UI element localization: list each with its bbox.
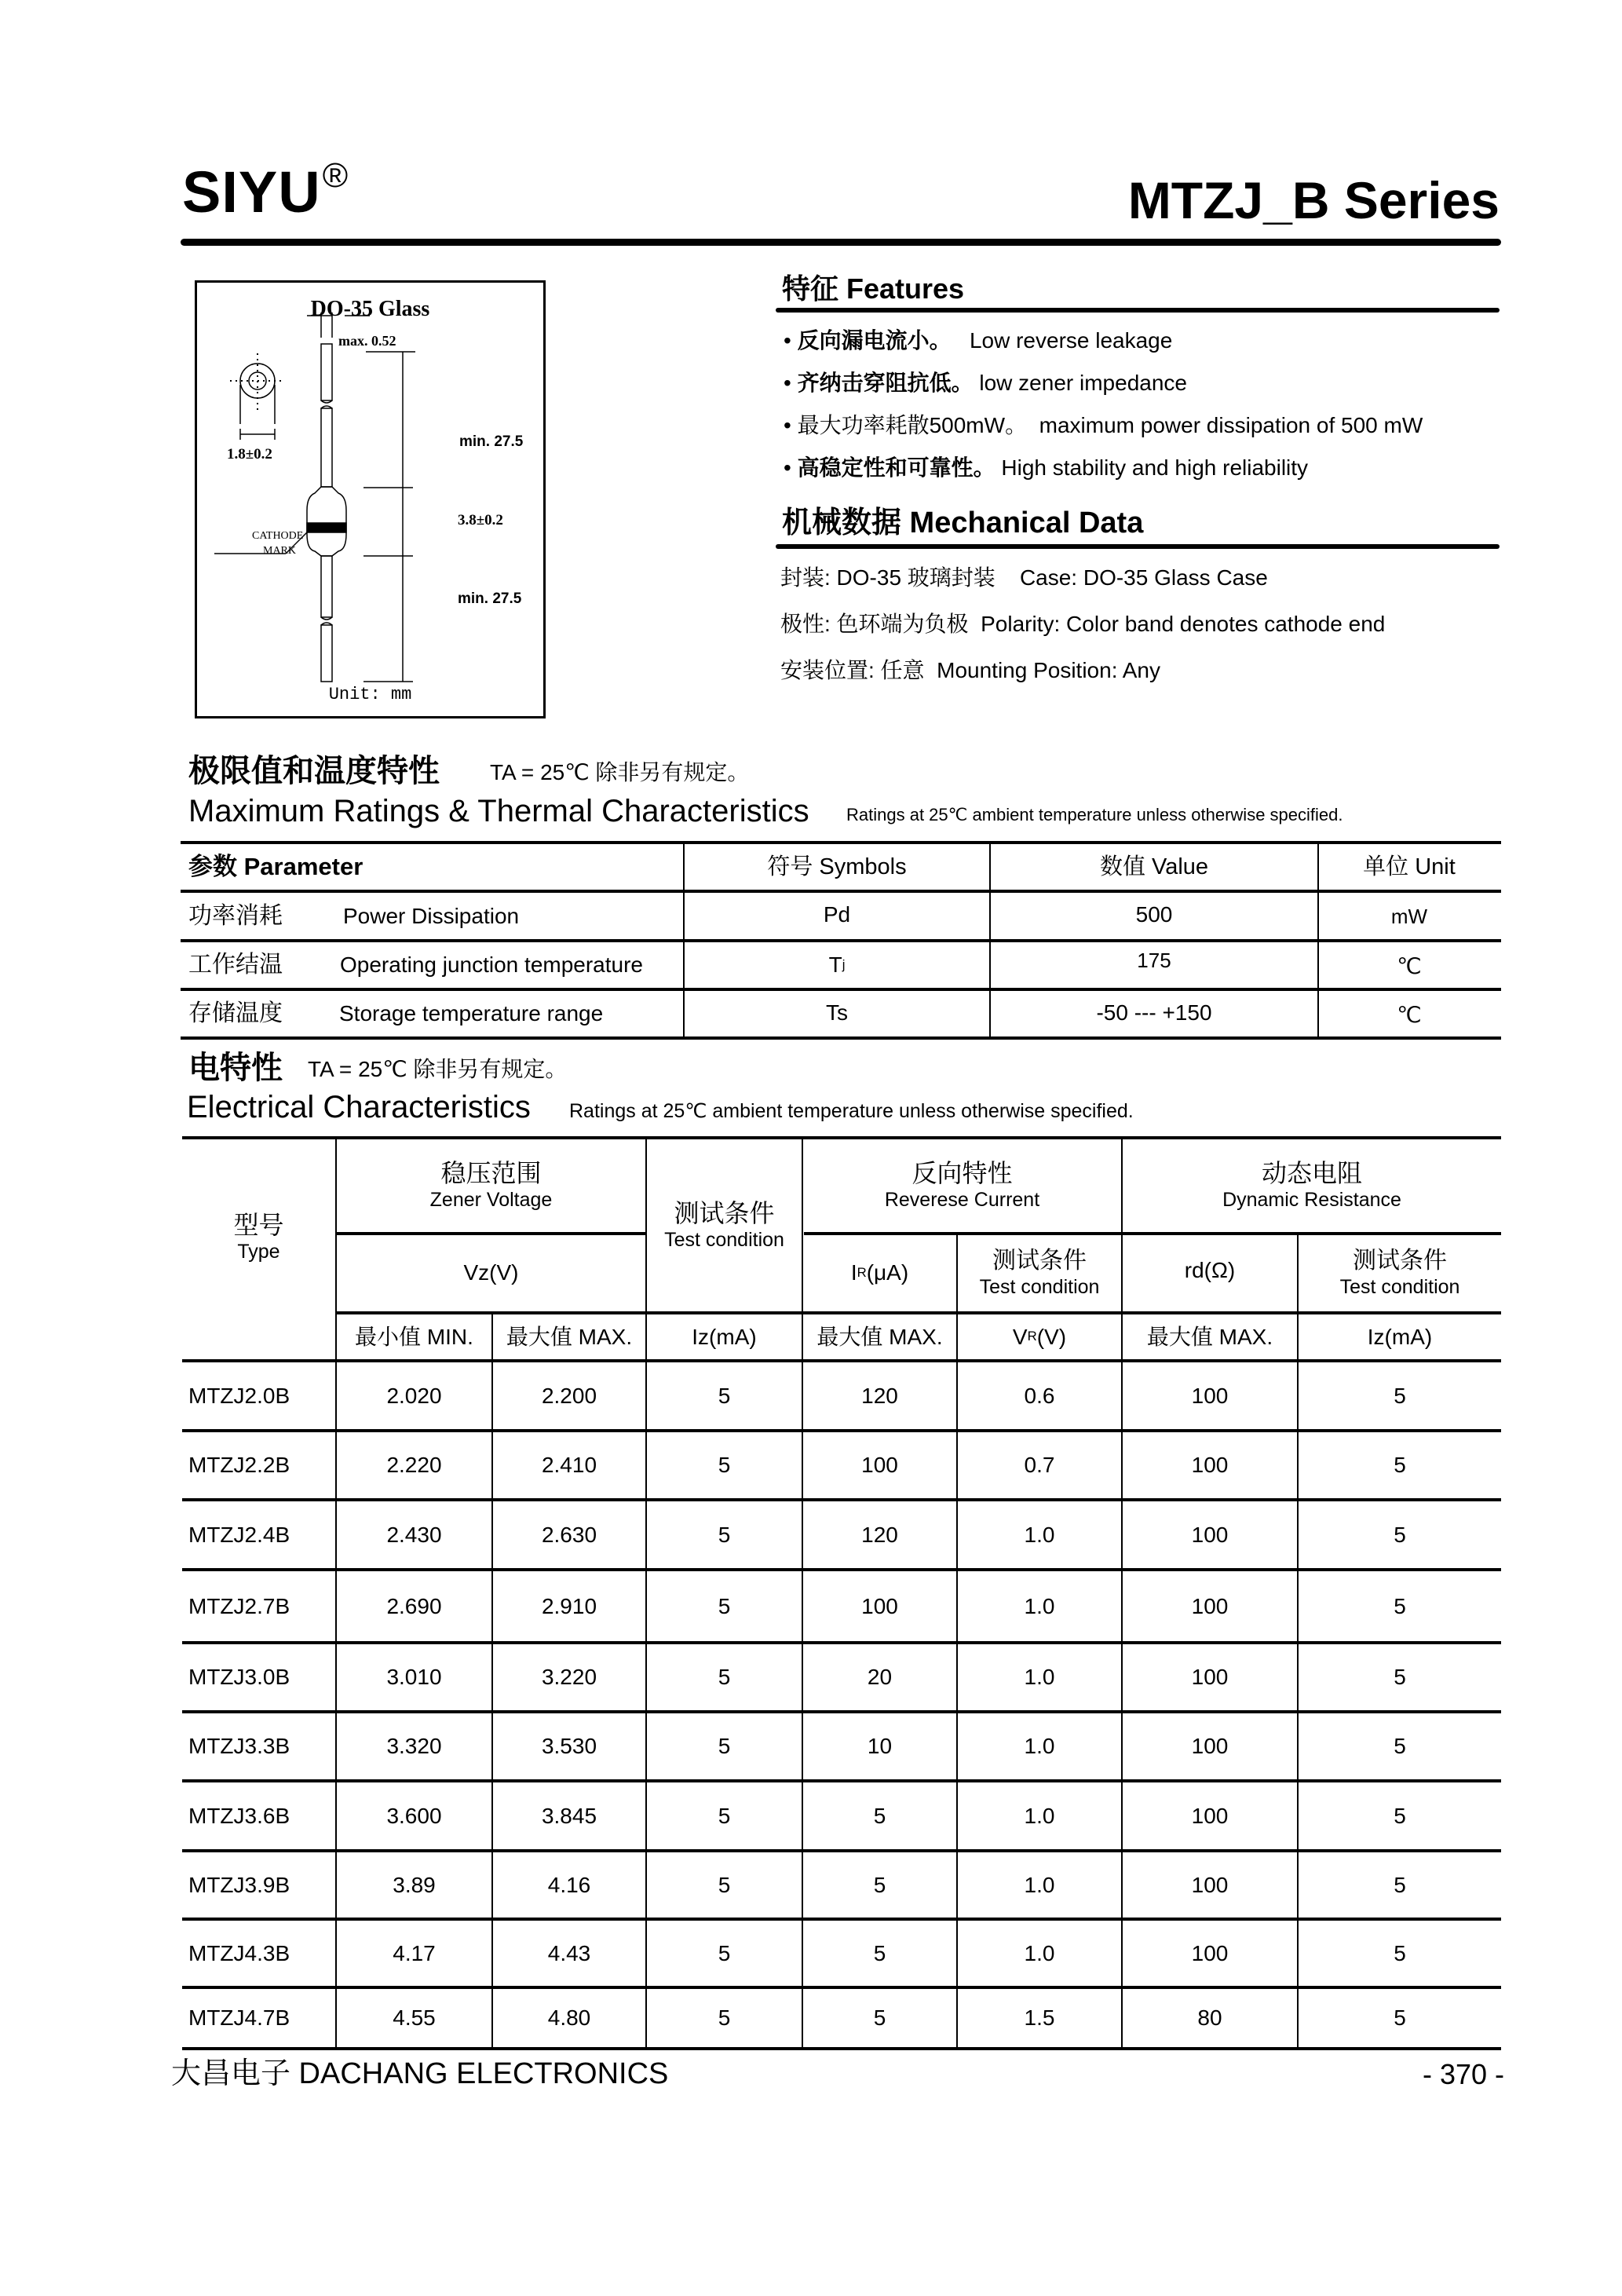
col-header-parameter: 参数 Parameter bbox=[188, 853, 363, 881]
cell-ir-max: 5 bbox=[873, 1872, 886, 1897]
col-header-rd-test-condition: 测试条件 Test condition bbox=[1339, 1248, 1460, 1298]
cell-iz-test: 5 bbox=[718, 1872, 731, 1897]
package-drawing bbox=[195, 280, 546, 718]
col-header-symbols: 符号 Symbols bbox=[767, 854, 907, 879]
cell-ir-max: 5 bbox=[873, 1803, 886, 1828]
cell-iz-test: 5 bbox=[718, 1593, 731, 1618]
cell-vz-min: 4.17 bbox=[393, 1940, 436, 1965]
mechanical-item: 安装位置: 任意 Mounting Position: Any bbox=[780, 658, 1160, 682]
param-cn: 存储温度 bbox=[188, 1000, 283, 1026]
features-title: 特征 Features bbox=[782, 272, 965, 305]
col-header-dynamic-resistance: 动态电阻 Dynamic Resistance bbox=[1222, 1158, 1401, 1212]
cell-vz-min: 3.89 bbox=[393, 1872, 436, 1897]
param-unit: ℃ bbox=[1397, 954, 1422, 979]
cell-ir-max: 5 bbox=[873, 2005, 886, 2031]
mechanical-rule bbox=[776, 544, 1500, 549]
col-header-rd-max: 最大值 MAX. bbox=[1146, 1324, 1273, 1349]
col-header-unit: 单位 Unit bbox=[1363, 854, 1456, 879]
cell-vz-min: 2.220 bbox=[386, 1453, 442, 1478]
col-header-ir: I R (μA) bbox=[850, 1260, 909, 1285]
cell-vr: 1.0 bbox=[1024, 1665, 1055, 1690]
cell-vr: 1.5 bbox=[1024, 2005, 1055, 2031]
cell-rd-max: 100 bbox=[1191, 1383, 1229, 1408]
col-header-vz-max: 最大值 MAX. bbox=[506, 1324, 633, 1349]
param-unit: ℃ bbox=[1397, 1003, 1422, 1028]
col-header-iz: Iz(mA) bbox=[692, 1324, 757, 1349]
cell-rd-max: 100 bbox=[1191, 1734, 1229, 1759]
col-header-test-condition: 测试条件 Test condition bbox=[664, 1198, 784, 1252]
cell-rd-max: 100 bbox=[1191, 1453, 1229, 1478]
max-ratings-condition-en: Ratings at 25℃ ambient temperature unless otherwise specified. bbox=[846, 805, 1343, 824]
cell-vr: 1.0 bbox=[1024, 1593, 1055, 1618]
brand-name: SIYU bbox=[182, 159, 321, 225]
param-value: 175 bbox=[1137, 949, 1171, 973]
cell-vz-min: 2.430 bbox=[386, 1522, 442, 1547]
cell-type: MTZJ2.4B bbox=[188, 1522, 290, 1547]
cell-type: MTZJ3.0B bbox=[188, 1665, 290, 1690]
cell-ir-max: 120 bbox=[861, 1383, 898, 1408]
lead-length-top-label: min. 27.5 bbox=[459, 433, 524, 450]
cell-iz-rd: 5 bbox=[1394, 2005, 1406, 2031]
cell-vr: 0.6 bbox=[1024, 1383, 1055, 1408]
page-number: - 370 - bbox=[1422, 2058, 1504, 2090]
cell-vz-max: 3.530 bbox=[541, 1734, 597, 1759]
cell-type: MTZJ2.0B bbox=[188, 1383, 290, 1408]
cell-rd-max: 100 bbox=[1191, 1872, 1229, 1897]
cell-vr: 1.0 bbox=[1024, 1522, 1055, 1547]
cell-iz-test: 5 bbox=[718, 1383, 731, 1408]
table-rule bbox=[181, 1036, 1501, 1040]
table-rule bbox=[182, 2047, 1501, 2050]
cell-vz-min: 4.55 bbox=[393, 2005, 436, 2031]
cell-vz-max: 2.200 bbox=[541, 1383, 597, 1408]
param-cn: 功率消耗 bbox=[188, 902, 283, 929]
cell-type: MTZJ4.7B bbox=[188, 2005, 290, 2031]
cell-rd-max: 100 bbox=[1191, 1522, 1229, 1547]
feature-item: • 齐纳击穿阻抗低。 low zener impedance bbox=[784, 371, 1187, 395]
lead-length-bottom-label: min. 27.5 bbox=[458, 590, 522, 607]
header-rule bbox=[181, 239, 1501, 246]
cell-iz-test: 5 bbox=[718, 1734, 731, 1759]
param-symbol: Ts bbox=[826, 1000, 848, 1026]
mark-label: MARK bbox=[263, 545, 297, 557]
col-header-zener-voltage: 稳压范围 Zener Voltage bbox=[429, 1158, 553, 1212]
cell-iz-rd: 5 bbox=[1394, 1383, 1406, 1408]
feature-item: • 反向漏电流小。 Low reverse leakage bbox=[784, 328, 1173, 353]
mechanical-title: 机械数据 Mechanical Data bbox=[782, 506, 1144, 539]
cell-vr: 1.0 bbox=[1024, 1734, 1055, 1759]
cell-vz-min: 2.020 bbox=[386, 1383, 442, 1408]
electrical-title-en: Electrical Characteristics bbox=[187, 1090, 531, 1124]
body-diameter-label: 1.8±0.2 bbox=[227, 446, 272, 462]
cell-rd-max: 100 bbox=[1191, 1940, 1229, 1965]
cell-vz-min: 3.010 bbox=[386, 1665, 442, 1690]
max-ratings-condition-cn: TA = 25℃ 除非另有规定。 bbox=[490, 760, 750, 784]
col-header-ir-test-condition: 测试条件 Test condition bbox=[979, 1248, 1100, 1298]
cell-rd-max: 100 bbox=[1191, 1665, 1229, 1690]
package-title: DO-35 Glass bbox=[310, 297, 430, 321]
body-length-label: 3.8±0.2 bbox=[458, 512, 503, 528]
param-en: Power Dissipation bbox=[343, 903, 520, 928]
cell-iz-test: 5 bbox=[718, 1665, 731, 1690]
cell-vz-max: 4.16 bbox=[547, 1872, 591, 1897]
unit-label: Unit: mm bbox=[328, 685, 412, 704]
col-header-vr: V R (V) bbox=[1012, 1324, 1067, 1349]
cell-vr: 1.0 bbox=[1024, 1803, 1055, 1828]
cell-rd-max: 100 bbox=[1191, 1593, 1229, 1618]
cell-vr: 1.0 bbox=[1024, 1940, 1055, 1965]
cell-iz-rd: 5 bbox=[1394, 1940, 1406, 1965]
cell-vz-max: 4.80 bbox=[547, 2005, 591, 2031]
cell-iz-test: 5 bbox=[718, 1522, 731, 1547]
cell-vz-min: 3.320 bbox=[386, 1734, 442, 1759]
cell-vz-max: 3.845 bbox=[541, 1803, 597, 1828]
cell-iz-rd: 5 bbox=[1394, 1872, 1406, 1897]
max-ratings-title-en: Maximum Ratings & Thermal Characteristics bbox=[188, 794, 809, 828]
series-title: MTZJ_B Series bbox=[1127, 171, 1500, 229]
electrical-condition-cn: TA = 25℃ 除非另有规定。 bbox=[308, 1057, 568, 1081]
feature-item: • 最大功率耗散500mW。 maximum power dissipation of 500 mW bbox=[784, 413, 1423, 437]
cell-type: MTZJ4.3B bbox=[188, 1940, 290, 1965]
col-header-ir-max: 最大值 MAX. bbox=[816, 1324, 943, 1349]
cell-vz-min: 2.690 bbox=[386, 1593, 442, 1618]
param-symbol: Pd bbox=[823, 902, 851, 927]
param-unit: mW bbox=[1390, 905, 1428, 929]
cell-rd-max: 100 bbox=[1191, 1803, 1229, 1828]
cell-type: MTZJ3.6B bbox=[188, 1803, 290, 1828]
param-value: -50 --- +150 bbox=[1096, 1000, 1212, 1026]
cell-ir-max: 100 bbox=[861, 1453, 898, 1478]
cell-iz-test: 5 bbox=[718, 2005, 731, 2031]
cell-vz-min: 3.600 bbox=[386, 1803, 442, 1828]
param-value: 500 bbox=[1135, 902, 1173, 927]
electrical-title-cn: 电特性 bbox=[188, 1051, 283, 1085]
col-header-rd: rd(Ω) bbox=[1184, 1258, 1236, 1283]
cell-iz-test: 5 bbox=[718, 1940, 731, 1965]
mechanical-item: 极性: 色环端为负极 Polarity: Color band denotes cathode end bbox=[780, 612, 1386, 636]
cell-iz-rd: 5 bbox=[1394, 1803, 1406, 1828]
param-en: Operating junction temperature bbox=[340, 952, 643, 978]
cell-iz-rd: 5 bbox=[1394, 1734, 1406, 1759]
param-symbol: T j bbox=[828, 952, 846, 978]
lead-diameter-label: max. 0.52 bbox=[338, 333, 396, 349]
col-header-vz-min: 最小值 MIN. bbox=[355, 1324, 473, 1349]
cell-iz-test: 5 bbox=[718, 1453, 731, 1478]
cell-vz-max: 4.43 bbox=[547, 1940, 591, 1965]
cell-vr: 0.7 bbox=[1024, 1453, 1055, 1478]
cell-iz-rd: 5 bbox=[1394, 1453, 1406, 1478]
max-ratings-title-cn: 极限值和温度特性 bbox=[188, 754, 440, 788]
cell-rd-max: 80 bbox=[1197, 2005, 1222, 2031]
param-en: Storage temperature range bbox=[339, 1001, 604, 1026]
cell-type: MTZJ2.7B bbox=[188, 1593, 290, 1618]
cathode-label: CATHODE bbox=[252, 530, 304, 542]
cell-ir-max: 20 bbox=[867, 1665, 893, 1690]
col-header-reverse-current: 反向特性 Reverese Current bbox=[884, 1158, 1040, 1212]
param-cn: 工作结温 bbox=[188, 952, 283, 978]
feature-item: • 高稳定性和可靠性。 High stability and high reliability bbox=[784, 455, 1309, 480]
footer-company: 大昌电子 DACHANG ELECTRONICS bbox=[171, 2057, 669, 2090]
cell-type: MTZJ3.9B bbox=[188, 1872, 290, 1897]
col-header-type: 型号 Type bbox=[233, 1210, 284, 1263]
registered-mark: ® bbox=[322, 156, 349, 195]
cell-vz-max: 3.220 bbox=[541, 1665, 597, 1690]
cell-ir-max: 10 bbox=[867, 1734, 893, 1759]
cell-vz-max: 2.630 bbox=[541, 1522, 597, 1547]
cell-iz-rd: 5 bbox=[1394, 1593, 1406, 1618]
cell-vr: 1.0 bbox=[1024, 1872, 1055, 1897]
cell-ir-max: 120 bbox=[861, 1522, 898, 1547]
cell-ir-max: 100 bbox=[861, 1593, 898, 1618]
electrical-condition-en: Ratings at 25℃ ambient temperature unless otherwise specified. bbox=[569, 1100, 1134, 1122]
cell-iz-rd: 5 bbox=[1394, 1522, 1406, 1547]
col-header-iz-rd: Iz(mA) bbox=[1367, 1324, 1433, 1349]
cell-type: MTZJ2.2B bbox=[188, 1453, 290, 1478]
mechanical-item: 封装: DO-35 玻璃封装 Case: DO-35 Glass Case bbox=[780, 565, 1268, 590]
col-header-vz: Vz(V) bbox=[463, 1260, 519, 1285]
cell-vz-max: 2.910 bbox=[541, 1593, 597, 1618]
features-rule bbox=[776, 308, 1500, 313]
cell-ir-max: 5 bbox=[873, 1940, 886, 1965]
brand-logo bbox=[182, 156, 349, 225]
col-header-value: 数值 Value bbox=[1099, 854, 1209, 879]
cell-type: MTZJ3.3B bbox=[188, 1734, 290, 1759]
cell-vz-max: 2.410 bbox=[541, 1453, 597, 1478]
cell-iz-rd: 5 bbox=[1394, 1665, 1406, 1690]
cell-iz-test: 5 bbox=[718, 1803, 731, 1828]
